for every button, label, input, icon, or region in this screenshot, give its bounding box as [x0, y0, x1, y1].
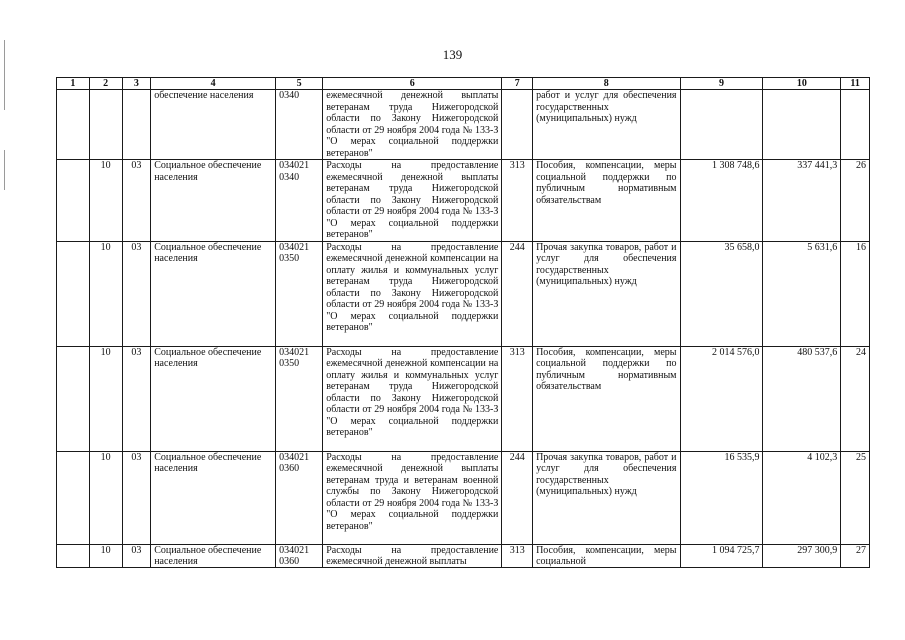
- scan-edge-mark: [4, 150, 5, 190]
- cell-amount-actual: [763, 90, 841, 160]
- cell-section: 10: [89, 160, 122, 242]
- cell-section-name-text: Социальное обеспечение населения: [154, 544, 262, 567]
- cell-expense-type-name: Прочая закупка товаров, работ и услуг для обеспечения государственных (муниципальных) нужд: [533, 241, 680, 346]
- cell-section: 10: [89, 241, 122, 346]
- cell-expense-type: 313: [502, 160, 533, 242]
- cell-target-code: 034021 0360: [276, 451, 323, 544]
- cell-target-code-text: 034021 0360: [279, 544, 310, 567]
- cell-percent: [841, 90, 870, 160]
- cell-amount-plan: 1 094 725,7: [680, 544, 763, 567]
- cell-col1: [57, 346, 90, 451]
- cell-target-code: [276, 544, 323, 567]
- cell-section-name: Социальное обеспечение населения: [151, 241, 276, 346]
- cell-expense-type-name-text: Пособия, компенсации, меры социальной: [536, 544, 677, 567]
- col-header: 2: [89, 78, 122, 90]
- cell-target-code: 034021 0340: [276, 160, 323, 242]
- cell-section: [89, 90, 122, 160]
- cell-target-code: 0340: [276, 90, 323, 160]
- col-header: 4: [151, 78, 276, 90]
- cell-percent: 27: [841, 544, 870, 567]
- cell-amount-plan: 16 535,9: [680, 451, 763, 544]
- col-header: 10: [763, 78, 841, 90]
- cell-amount-plan: 2 014 576,0: [680, 346, 763, 451]
- cell-target-code: 034021 0350: [276, 241, 323, 346]
- col-header: 8: [533, 78, 680, 90]
- cell-expense-description: Расходы на предоставление ежемесячной денежной выплаты ветеранам труда и ветеранам военной службы по Закону Нижегородской области от 29 ноября 2004 года № 133-З "О мерах социальной поддержки ветеранов": [323, 451, 502, 544]
- cell-expense-type: 244: [502, 451, 533, 544]
- cell-expense-description: Расходы на предоставление ежемесячной денежной выплаты ветеранам труда Нижегородской области по Закону Нижегородской области от 29 ноября 2004 года № 133-З "О мерах социальной поддержки ветеранов": [323, 160, 502, 242]
- col-header: 11: [841, 78, 870, 90]
- cell-expense-type: 313: [502, 544, 533, 567]
- cell-section-name: [151, 544, 276, 567]
- cell-expense-description: Расходы на предоставление ежемесячной денежной компенсации на оплату жилья и коммунальных услуг ветеранам труда Нижегородской области по Закону Нижегородской области от 29 ноября 2004 года № 133-З "О мерах социальной поддержки ветеранов": [323, 241, 502, 346]
- table-row: [57, 90, 870, 160]
- col-header: 5: [276, 78, 323, 90]
- cell-col1: [57, 241, 90, 346]
- cell-subsection: 03: [122, 451, 151, 544]
- cell-expense-type-name: работ и услуг для обеспечения государственных (муниципальных) нужд: [533, 90, 680, 160]
- cell-col1: [57, 451, 90, 544]
- table-row: [57, 544, 870, 567]
- cell-amount-actual: 480 537,6: [763, 346, 841, 451]
- cell-amount-actual: 4 102,3: [763, 451, 841, 544]
- cell-percent: 26: [841, 160, 870, 242]
- col-header: 7: [502, 78, 533, 90]
- cell-section-name: Социальное обеспечение населения: [151, 346, 276, 451]
- cell-expense-type-name: Пособия, компенсации, меры социальной поддержки по публичным нормативным обязательствам: [533, 160, 680, 242]
- table-row: [57, 160, 870, 242]
- cell-expense-type: 313: [502, 346, 533, 451]
- cell-subsection: 03: [122, 346, 151, 451]
- col-header: 6: [323, 78, 502, 90]
- cell-percent: 16: [841, 241, 870, 346]
- cell-percent: 24: [841, 346, 870, 451]
- cell-section-name: Социальное обеспечение населения: [151, 451, 276, 544]
- cell-subsection: 03: [122, 241, 151, 346]
- cell-amount-plan: [680, 90, 763, 160]
- cell-section: 10: [89, 544, 122, 567]
- budget-table: [56, 77, 870, 568]
- table-row: [57, 451, 870, 544]
- cell-subsection: [122, 90, 151, 160]
- col-header: 9: [680, 78, 763, 90]
- cell-amount-plan: 1 308 748,6: [680, 160, 763, 242]
- cell-amount-actual: 337 441,3: [763, 160, 841, 242]
- cell-expense-description: ежемесячной денежной выплаты ветеранам труда Нижегородской области по Закону Нижегородской области от 29 ноября 2004 года № 133-З "О мерах социальной поддержки ветеранов": [323, 90, 502, 160]
- cell-subsection: 03: [122, 544, 151, 567]
- cell-target-code: 034021 0350: [276, 346, 323, 451]
- cell-col1: [57, 90, 90, 160]
- cell-section-name: обеспечение населения: [151, 90, 276, 160]
- cell-col1: [57, 160, 90, 242]
- cell-section-name: Социальное обеспечение населения: [151, 160, 276, 242]
- cell-expense-description: Расходы на предоставление ежемесячной денежной компенсации на оплату жилья и коммунальных услуг ветеранам труда Нижегородской области по Закону Нижегородской области от 29 ноября 2004 года № 133-З "О мерах социальной поддержки ветеранов": [323, 346, 502, 451]
- cell-section: 10: [89, 451, 122, 544]
- cell-subsection: 03: [122, 160, 151, 242]
- cell-expense-description-text: Расходы на предоставление ежемесячной денежной выплаты: [326, 544, 499, 567]
- cell-expense-type-name: [533, 544, 680, 567]
- cell-expense-type-name: Пособия, компенсации, меры социальной поддержки по публичным нормативным обязательствам: [533, 346, 680, 451]
- cell-amount-actual: 297 300,9: [763, 544, 841, 567]
- col-header: 1: [57, 78, 90, 90]
- header-row: [57, 78, 870, 90]
- cell-expense-type: 244: [502, 241, 533, 346]
- table-row: [57, 241, 870, 346]
- cell-expense-type-name: Прочая закупка товаров, работ и услуг для обеспечения государственных (муниципальных) нужд: [533, 451, 680, 544]
- cell-col1: [57, 544, 90, 567]
- cell-expense-description: [323, 544, 502, 567]
- page-number: 139: [442, 47, 463, 62]
- cell-section: 10: [89, 346, 122, 451]
- cell-expense-type: [502, 90, 533, 160]
- cell-amount-actual: 5 631,6: [763, 241, 841, 346]
- cell-amount-plan: 35 658,0: [680, 241, 763, 346]
- col-header: 3: [122, 78, 151, 90]
- table-row: [57, 346, 870, 451]
- cell-percent: 25: [841, 451, 870, 544]
